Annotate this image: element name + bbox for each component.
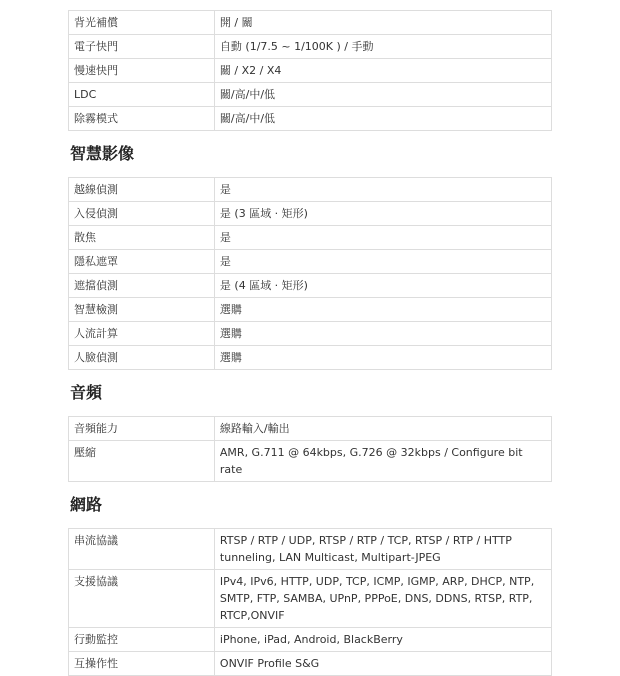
table-row (69, 346, 552, 370)
smart-video-spec-table (68, 177, 552, 370)
spec-value: 是 (4 區域 · 矩形) (214, 274, 551, 298)
spec-value: 是 (214, 178, 551, 202)
spec-value: 是 (214, 226, 551, 250)
spec-value: 選購 (214, 298, 551, 322)
spec-key: 音頻能力 (69, 417, 215, 441)
spec-key: 入侵偵測 (69, 202, 215, 226)
spec-key: 智慧檢測 (69, 298, 215, 322)
spec-key: 互操作性 (69, 652, 215, 676)
spec-key: 人流計算 (69, 322, 215, 346)
table-row (69, 652, 552, 676)
table-row (69, 417, 552, 441)
section-title-network: 網路 (70, 495, 103, 514)
spec-key: 行動監控 (69, 628, 215, 652)
section-title-smart-video: 智慧影像 (70, 144, 135, 163)
spec-value: 線路輸入/輸出 (214, 417, 551, 441)
spec-key: 串流協議 (69, 529, 215, 570)
spec-value: ONVIF Profile S&G (214, 652, 551, 676)
table-row (69, 250, 552, 274)
spec-value: 關 / X2 / X4 (214, 59, 551, 83)
camera-spec-table (68, 10, 552, 131)
spec-value: AMR, G.711 @ 64kbps, G.726 @ 32kbps / Configure bit rate (214, 441, 551, 482)
table-row (69, 441, 552, 482)
spec-value: 自動 (1/7.5 ~ 1/100K ) / 手動 (214, 35, 551, 59)
spec-key: LDC (69, 83, 215, 107)
table-row (69, 628, 552, 652)
spec-value: 是 (3 區域 · 矩形) (214, 202, 551, 226)
table-row (69, 274, 552, 298)
spec-value: 關/高/中/低 (214, 107, 551, 131)
spec-sheet (68, 10, 552, 676)
spec-key: 除霧模式 (69, 107, 215, 131)
spec-key: 散焦 (69, 226, 215, 250)
table-row (69, 529, 552, 570)
spec-value: 開 / 關 (214, 11, 551, 35)
spec-key: 電子快門 (69, 35, 215, 59)
section-title-audio: 音頻 (70, 383, 103, 402)
spec-key: 支援協議 (69, 570, 215, 628)
audio-spec-table (68, 416, 552, 482)
table-row (69, 83, 552, 107)
spec-value: 選購 (214, 322, 551, 346)
table-row (69, 322, 552, 346)
spec-value: 關/高/中/低 (214, 83, 551, 107)
table-row (69, 226, 552, 250)
spec-key: 隱私遮罩 (69, 250, 215, 274)
spec-key: 壓縮 (69, 441, 215, 482)
table-row (69, 107, 552, 131)
table-row (69, 178, 552, 202)
table-row (69, 202, 552, 226)
table-row (69, 35, 552, 59)
spec-key: 背光補償 (69, 11, 215, 35)
table-row (69, 59, 552, 83)
spec-value: iPhone, iPad, Android, BlackBerry (214, 628, 551, 652)
spec-value: IPv4, IPv6, HTTP, UDP, TCP, ICMP, IGMP, ARP, DHCP, NTP, SMTP, FTP, SAMBA, UPnP, PPPoE, DNS, DDNS, RTSP, RTP, RTCP,ONVIF (214, 570, 551, 628)
spec-key: 慢速快門 (69, 59, 215, 83)
network-spec-table (68, 528, 552, 676)
table-row (69, 570, 552, 628)
spec-value: 選購 (214, 346, 551, 370)
spec-value: RTSP / RTP / UDP, RTSP / RTP / TCP, RTSP / RTP / HTTP tunneling, LAN Multicast, Multipart-JPEG (214, 529, 551, 570)
spec-key: 遮擋偵測 (69, 274, 215, 298)
spec-key: 人臉偵測 (69, 346, 215, 370)
spec-key: 越線偵測 (69, 178, 215, 202)
table-row (69, 11, 552, 35)
spec-value: 是 (214, 250, 551, 274)
table-row (69, 298, 552, 322)
